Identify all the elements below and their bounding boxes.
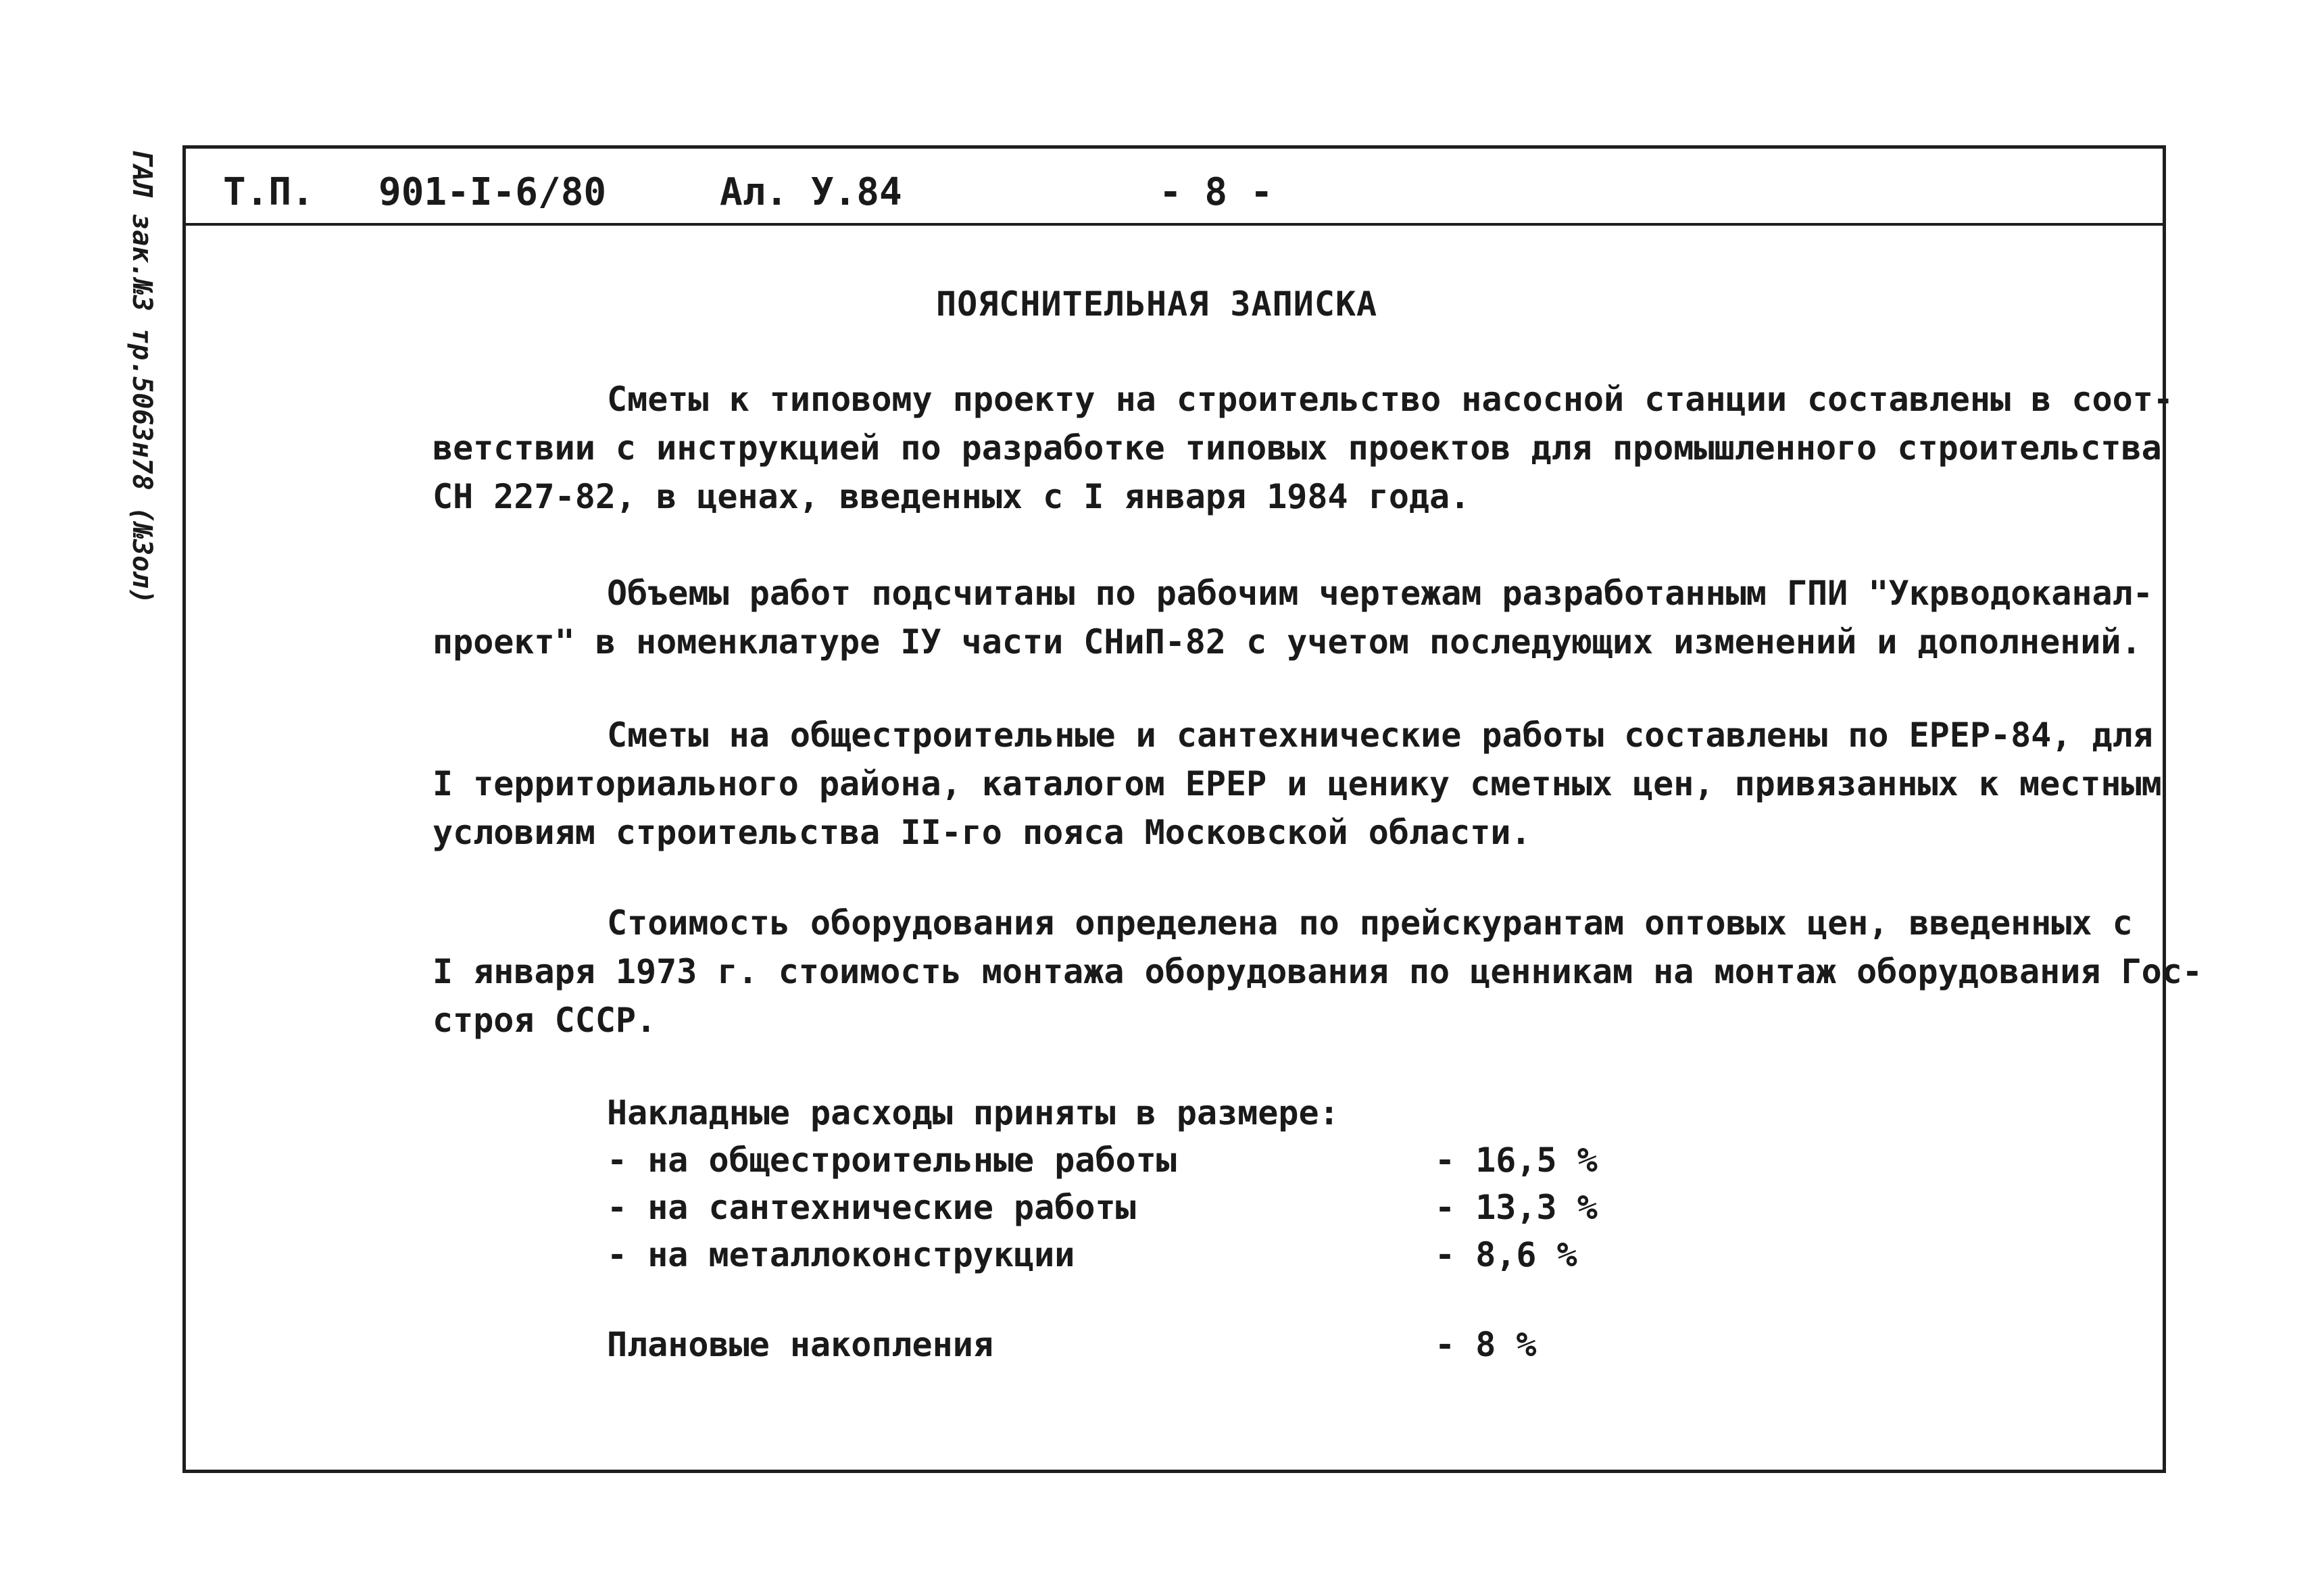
- planned-savings-value: - 8 %: [1435, 1325, 1537, 1364]
- overhead-item-value: - 13,3 %: [1435, 1188, 1598, 1227]
- paragraph-equipment: [433, 899, 2202, 1045]
- side-margin-note: ГАЛ зак.№3 тр.5063н78 (№3ол): [126, 149, 157, 605]
- project-number: 901-I-6/80: [378, 170, 607, 214]
- paragraph-line: Объемы работ подсчитаны по рабочим чертежам разработанным ГПИ "Укрводоканал-: [607, 574, 2153, 613]
- planned-savings-label: Плановые накопления: [607, 1325, 993, 1364]
- overhead-item-value: - 16,5 %: [1435, 1141, 1598, 1180]
- overhead-item-value: - 8,6 %: [1435, 1235, 1577, 1274]
- paragraph-line: условиям строительства II-го пояса Московской области.: [433, 813, 1531, 852]
- paragraph-estimates: [433, 375, 2173, 521]
- overhead-item: [607, 1184, 1598, 1231]
- overhead-item-label: - на общестроительные работы: [607, 1141, 1177, 1180]
- paragraph-line: Сметы на общестроительные и сантехнические работы составлены по ЕРЕР-84, для: [607, 716, 2153, 755]
- paragraph-line: Стоимость оборудования определена по прейскурантам оптовых цен, введенных с: [607, 903, 2133, 943]
- overhead-rates: [607, 1089, 1598, 1278]
- paragraph-line: I января 1973 г. стоимость монтажа оборудования по ценникам на монтаж оборудования Гос-: [433, 952, 2202, 991]
- paragraph-line: СН 227-82, в ценах, введенных с I января 1984 года.: [433, 477, 1471, 516]
- overhead-item: [607, 1137, 1598, 1184]
- overhead-item-label: - на металлоконструкции: [607, 1235, 1075, 1274]
- overhead-item: [607, 1231, 1577, 1278]
- album-label: Ал. У.84: [720, 170, 902, 214]
- paragraph-volumes: [433, 569, 2153, 666]
- planned-savings: [607, 1321, 1621, 1368]
- paragraph-line: ветствии с инструкцией по разработке типовых проектов для промышленного строительства: [433, 428, 2162, 468]
- overhead-heading: Накладные расходы приняты в размере:: [607, 1093, 1339, 1132]
- page-number: - 8 -: [1159, 170, 1273, 214]
- header-divider: [186, 223, 2163, 226]
- paragraph-line: строя СССР.: [433, 1001, 657, 1040]
- paragraph-line: I территориального района, каталогом ЕРЕР и ценику сметных цен, привязанных к местным: [433, 764, 2162, 803]
- paragraph-construction: [433, 711, 2162, 857]
- overhead-item-label: - на сантехнические работы: [607, 1188, 1136, 1227]
- document-title: ПОЯСНИТЕЛЬНАЯ ЗАПИСКА: [936, 284, 1378, 324]
- paragraph-line: проект" в номенклатуре IУ части СНиП-82 с учетом последующих изменений и дополнений.: [433, 622, 2142, 662]
- paragraph-line: Сметы к типовому проекту на строительство насосной станции составлены в соот-: [607, 380, 2173, 419]
- series-label: Т.П.: [223, 170, 314, 214]
